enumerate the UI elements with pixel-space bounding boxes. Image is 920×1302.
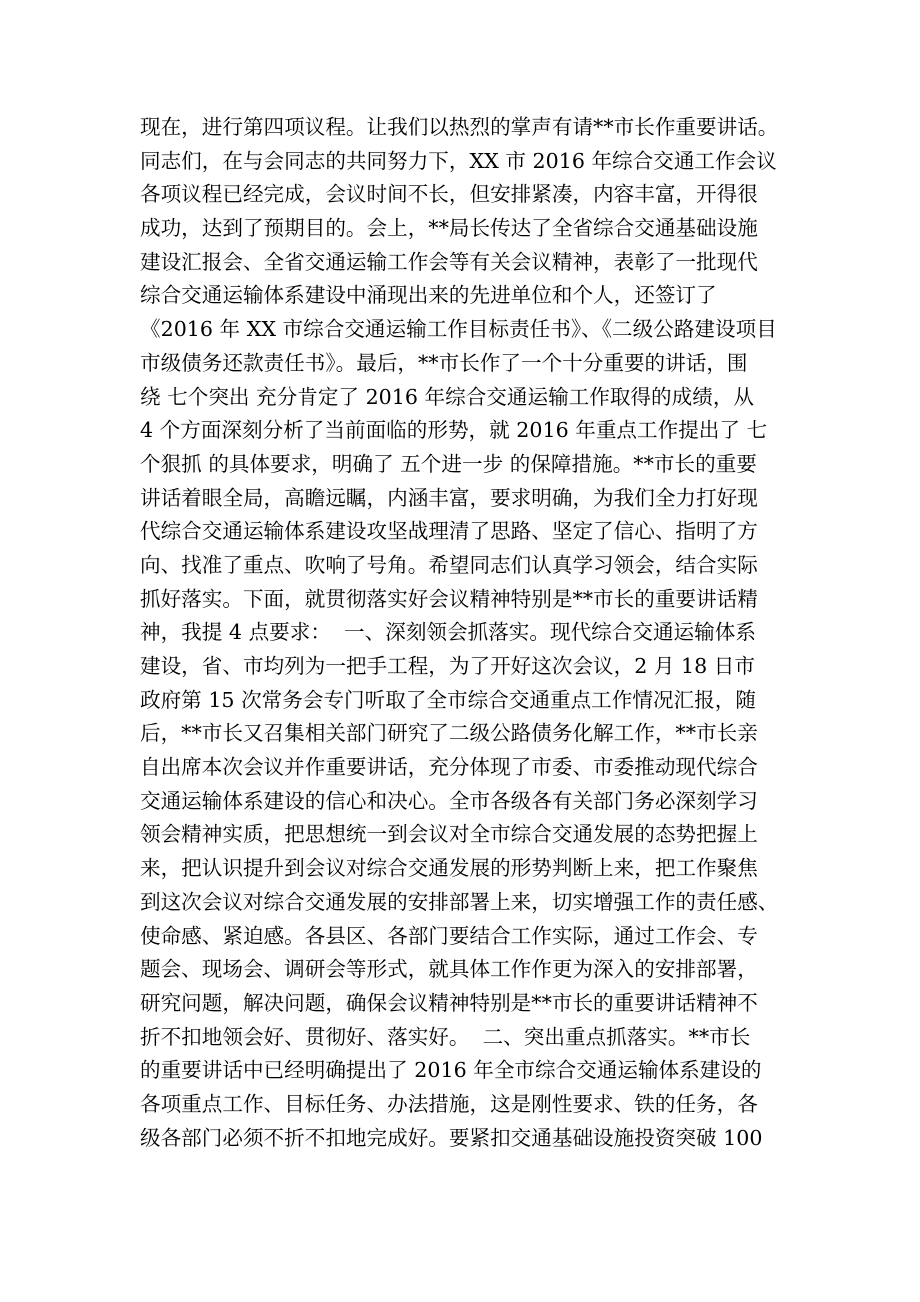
text-line: 使命感、紧迫感。各县区、各部门要结合工作实际，通过工作会、专 (140, 923, 758, 948)
text-line: 建设，省、市均列为一把手工程，为了开好这次会议，2 月 18 日市 (140, 654, 755, 678)
text-line: 代综合交通运输体系建设攻坚战理清了思路、坚定了信心、指明了方 (140, 519, 758, 544)
text-line: 抓好落实。下面，就贯彻落实好会议精神特别是**市长的重要讲话精 (140, 586, 758, 611)
text-line: 研究问题，解决问题，确保会议精神特别是**市长的重要讲话精神不 (140, 990, 758, 1015)
text-line: 各项议程已经完成，会议时间不长，但安排紧凑，内容丰富，开得很 (140, 182, 758, 207)
text-line: 来，把认识提升到会议对综合交通发展的形势判断上来，把工作聚焦 (140, 856, 758, 881)
body-text (140, 111, 800, 1155)
text-line: 绕 七个突出 充分肯定了 2016 年综合交通运输工作取得的成绩，从 (140, 384, 755, 409)
text-line: 神，我提 4 点要求： 一、深刻领会抓落实。现代综合交通运输体系 (140, 620, 756, 645)
text-line: 建设汇报会、全省交通运输工作会等有关会议精神，表彰了一批现代 (140, 249, 758, 274)
text-line: 综合交通运输体系建设中涌现出来的先进单位和个人，还签订了 (140, 283, 717, 308)
text-line: 的重要讲话中已经明确提出了 2016 年全市综合交通运输体系建设的 (140, 1058, 762, 1083)
text-line: 向、找准了重点、吹响了号角。希望同志们认真学习领会，结合实际 (140, 552, 758, 577)
text-line: 4 个方面深刻分析了当前面临的形势，就 2016 年重点工作提出了 七 (140, 418, 768, 443)
text-line: 个狠抓 的具体要求，明确了 五个进一步 的保障措施。**市长的重要 (140, 451, 757, 476)
text-line: 现在，进行第四项议程。让我们以热烈的掌声有请**市长作重要讲话。 (140, 115, 779, 139)
text-line: 后，**市长又召集相关部门研究了二级公路债务化解工作，**市长亲 (140, 721, 758, 746)
text-line: 级各部门必须不折不扣地完成好。要紧扣交通基础设施投资突破 100 (140, 1125, 763, 1150)
text-line: 折不扣地领会好、贯彻好、落实好。 二、突出重点抓落实。**市长 (140, 1024, 751, 1049)
text-line: 自出席本次会议并作重要讲话，充分体现了市委、市委推动现代综合 (140, 755, 758, 780)
text-line: 讲话着眼全局，高瞻远瞩，内涵丰富，要求明确，为我们全力打好现 (140, 485, 758, 510)
text-line: 领会精神实质，把思想统一到会议对全市综合交通发展的态势把握上 (140, 822, 758, 847)
text-line: 到这次会议对综合交通发展的安排部署上来，切实增强工作的责任感、 (140, 889, 779, 914)
text-line: 《2016 年 XX 市综合交通运输工作目标责任书》、《二级公路建设项目 (140, 317, 777, 342)
text-line: 交通运输体系建设的信心和决心。全市各级各有关部门务必深刻学习 (140, 788, 758, 813)
text-line: 市级债务还款责任书》。最后，**市长作了一个十分重要的讲话，围 (140, 350, 748, 375)
text-line: 同志们，在与会同志的共同努力下，XX 市 2016 年综合交通工作会议 (140, 148, 777, 173)
text-line: 政府第 15 次常务会专门听取了全市综合交通重点工作情况汇报，随 (140, 687, 756, 712)
text-line: 各项重点工作、目标任务、办法措施，这是刚性要求、铁的任务，各 (140, 1091, 758, 1116)
text-line: 题会、现场会、调研会等形式，就具体工作作更为深入的安排部署， (140, 957, 758, 982)
text-line: 成功，达到了预期目的。会上，**局长传达了全省综合交通基础设施 (140, 216, 758, 241)
